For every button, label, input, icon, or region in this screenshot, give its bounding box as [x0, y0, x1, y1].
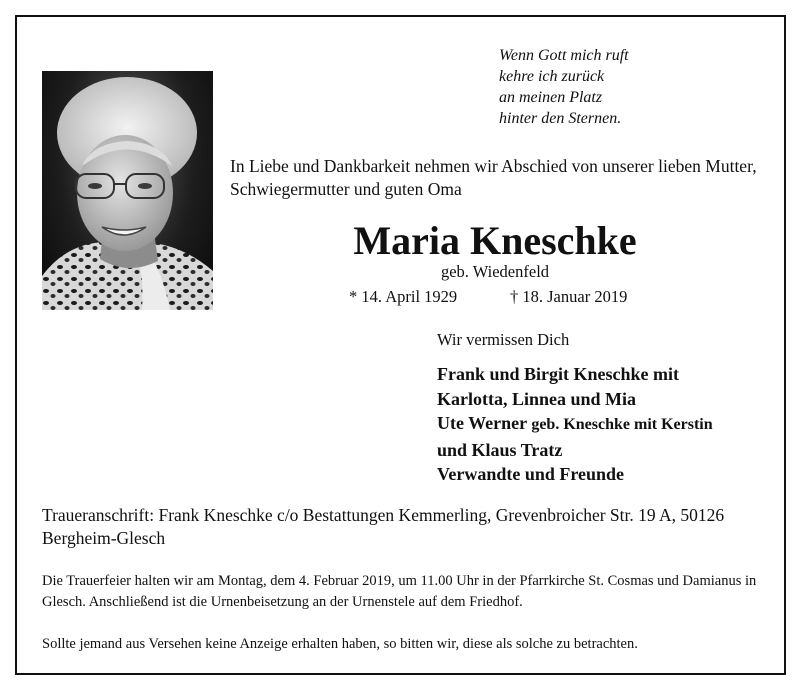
portrait-image	[42, 71, 213, 310]
poem-line: kehre ich zurück	[499, 68, 605, 85]
family-line: Karlotta, Linnea und Mia	[437, 388, 637, 409]
family-line	[437, 411, 777, 438]
notice-text: Sollte jemand aus Versehen keine Anzeige erhalten haben, so bitten wir, diese als solche zu betrachten.	[42, 636, 638, 652]
family-name: Ute Werner	[437, 413, 527, 433]
poem-line: an meinen Platz	[499, 89, 603, 106]
intro-text: In Liebe und Dankbarkeit nehmen wir Abschied von unserer lieben Mutter, Schwiegermutter und guten Oma	[230, 156, 757, 199]
ceremony-text: Die Trauerfeier halten wir am Montag, dem 4. Februar 2019, um 11.00 Uhr in der Pfarrkirche St. Cosmas und Damianus in Glesch. Anschließend ist die Urnenbeisetzung an der Urnenstele auf dem Friedhof.	[42, 573, 757, 610]
maiden-name: geb. Wiedenfeld	[440, 262, 550, 281]
family-line: Verwandte und Freunde	[437, 464, 625, 484]
family-line: und Klaus Tratz	[437, 439, 563, 460]
mourning-address: Traueranschrift: Frank Kneschke c/o Bestattungen Kemmerling, Grevenbroicher Str. 19 A, 50126 Bergheim-Glesch	[42, 505, 725, 548]
poem	[499, 45, 719, 129]
miss-text: Wir vermissen Dich	[437, 330, 570, 349]
family-list	[437, 362, 777, 487]
family-line: Frank und Birgit Kneschke mit	[437, 364, 680, 384]
family-name-suffix: geb. Kneschke mit Kerstin	[531, 416, 713, 433]
poem-line: Wenn Gott mich ruft	[499, 47, 629, 64]
deceased-name: Maria Kneschke	[353, 218, 637, 263]
portrait-photo	[42, 71, 213, 310]
poem-line: hinter den Sternen.	[499, 110, 622, 127]
death-date: † 18. Januar 2019	[510, 287, 628, 306]
birth-date: * 14. April 1929	[349, 287, 458, 306]
